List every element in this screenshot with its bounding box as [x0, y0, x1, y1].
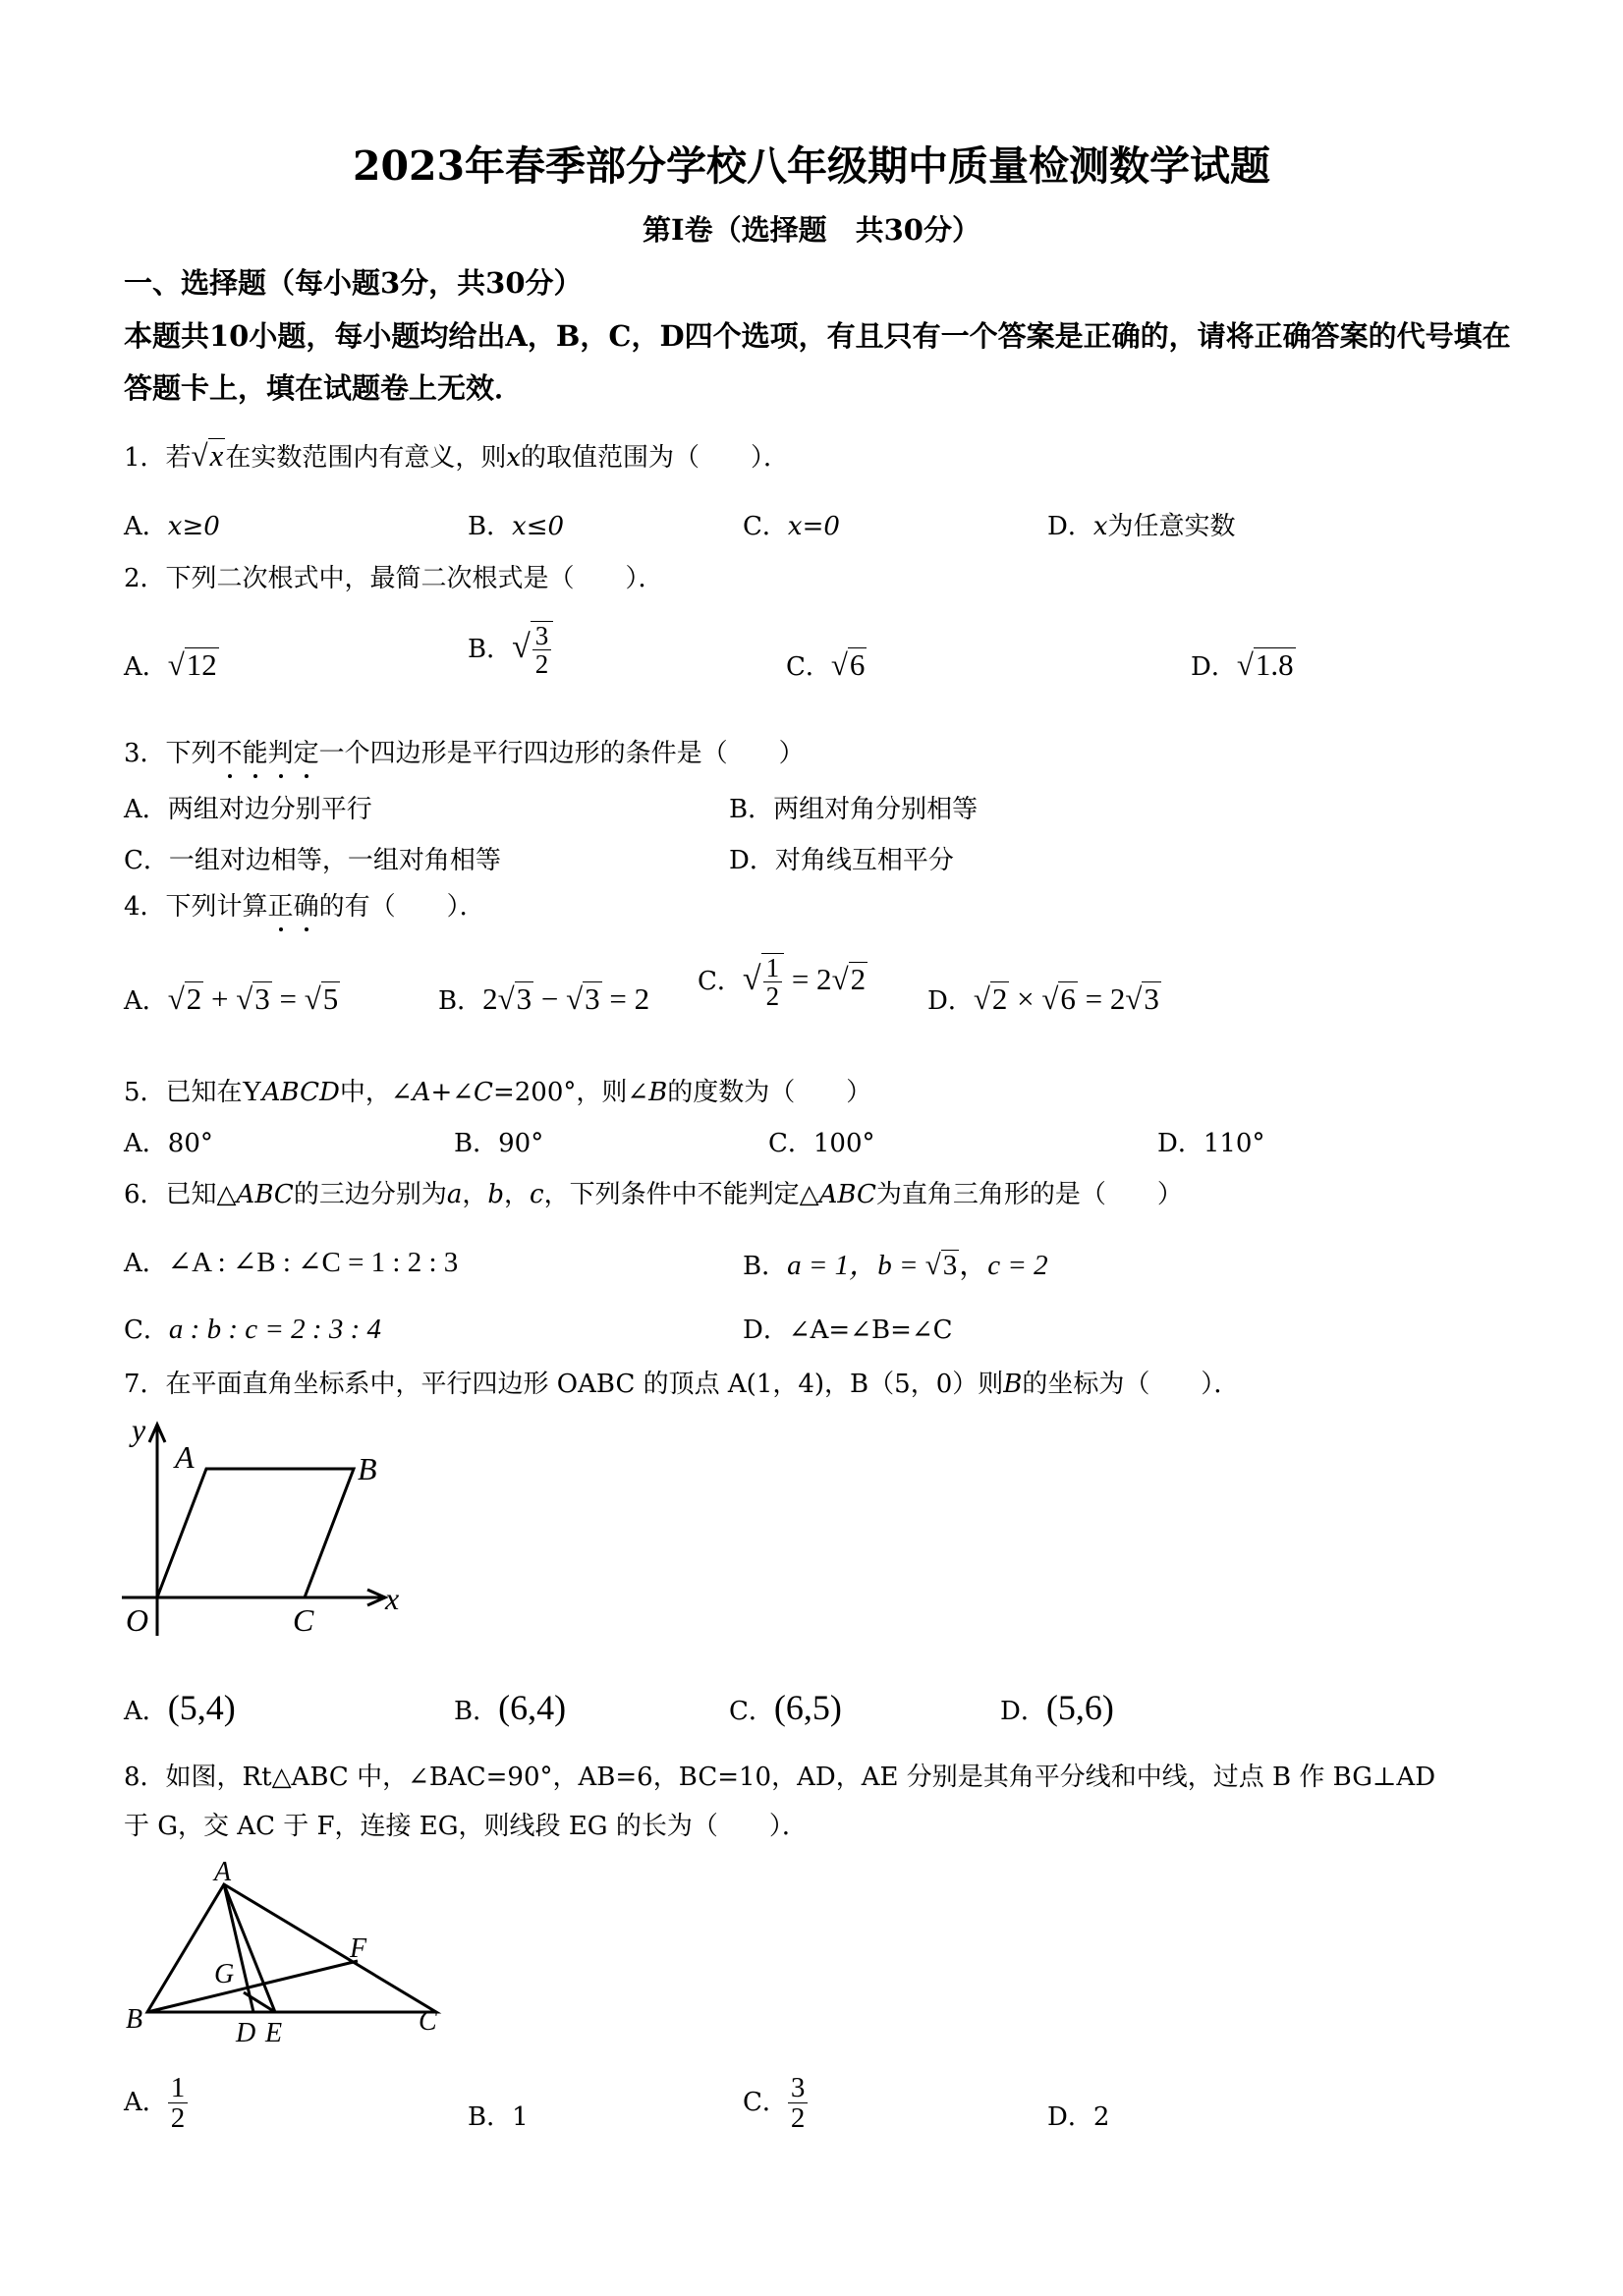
q4-option-b[interactable]: B．2√3 − √3 = 2 — [438, 981, 650, 1016]
q7-option-d[interactable]: D．(5,6) — [1000, 1688, 1114, 1727]
q7-option-b[interactable]: B．(6,4) — [454, 1688, 567, 1727]
q5-option-d[interactable]: D．110° — [1157, 1129, 1265, 1158]
question-6-stem: 6．已知△ABC的三边分别为a，b，c，下列条件中不能判定△ABC为直角三角形的是（ ） — [124, 1180, 1183, 1209]
q1-option-c[interactable]: C．x=0 — [743, 512, 840, 541]
page-title: 2023年春季部分学校八年级期中质量检测数学试题 — [352, 142, 1271, 190]
label-a: A — [175, 1439, 195, 1475]
label-b: B — [126, 2004, 143, 2035]
question-4-stem: 4．下列计算正确的有（ ）． — [124, 886, 485, 923]
question-7-stem: 7．在平面直角坐标系中，平行四边形 OABC 的顶点 A(1，4)，B（5，0）则B的坐标为（ ）． — [124, 1370, 1240, 1399]
q4-option-a[interactable]: A．√2 + √3 = √5 — [124, 981, 339, 1016]
question-3-stem: 3．下列不能判定一个四边形是平行四边形的条件是（ ） — [124, 733, 805, 769]
q8-option-c[interactable]: C． $\frac{3}{2}$ — [743, 2073, 808, 2134]
radicand: x — [209, 438, 224, 473]
label-f: F — [350, 1933, 367, 1964]
q2-option-d[interactable]: D．√1.8 — [1191, 647, 1294, 682]
label-c: C — [419, 2006, 437, 2037]
q2-option-b[interactable]: B．√ $\frac{3}{2}$ — [468, 621, 553, 679]
q2-option-a[interactable]: A．√12 — [124, 647, 217, 682]
q8-option-b[interactable]: B．1 — [468, 2102, 529, 2132]
q6-option-b[interactable]: B．a = 1，b = √3，c = 2 — [743, 1250, 1048, 1281]
q1-option-d[interactable]: D．x为任意实数 — [1047, 512, 1236, 541]
q4-option-d[interactable]: D．√2 × √6 = 2√3 — [927, 981, 1159, 1016]
q5-option-a[interactable]: A．80° — [124, 1129, 213, 1158]
q6-option-c[interactable]: C．a : b : c = 2 : 3 : 4 — [124, 1314, 381, 1345]
q3-option-d[interactable]: D．对角线互相平分 — [729, 846, 954, 875]
label-e: E — [265, 2018, 283, 2048]
paper-subtitle: 第Ⅰ卷（选择题 共30分） — [643, 213, 980, 247]
label-a: A — [214, 1857, 232, 1887]
q5-option-b[interactable]: B．90° — [454, 1129, 544, 1158]
question-5-stem: 5．已知在YABCD中，∠A+∠C=200°，则∠B的度数为（ ） — [124, 1077, 872, 1107]
q4-option-c[interactable]: C．√ $\frac{1}{2}$ = 2√2 — [698, 953, 867, 1012]
instructions: 本题共10小题，每小题均给出A，B，C，D四个选项，有且只有一个答案是正确的，请将正确答案的代号填在答题卡上，填在试题卷上无效． — [124, 319, 1511, 405]
q6-option-d[interactable]: D．∠A=∠B=∠C — [743, 1316, 953, 1345]
parallelogram-oabc — [157, 1469, 354, 1597]
question-1-stem: 1．若√x在实数范围内有意义，则x的取值范围为（ ）． — [124, 438, 790, 473]
q8-option-d[interactable]: D．2 — [1047, 2102, 1110, 2132]
question-8-stem-line-1: 8．如图，Rt△ABC 中，∠BAC=90°，AB=6，BC=10，AD，AE 分别是其角平分线和中线，过点 B 作 BG⊥AD — [124, 1763, 1436, 1792]
label-c: C — [293, 1602, 314, 1638]
q1-option-b[interactable]: B．x≤0 — [468, 512, 565, 541]
q7-figure — [118, 1415, 413, 1651]
label-x: x — [385, 1581, 400, 1616]
triangle-abc — [147, 1884, 436, 2012]
q3-option-c[interactable]: C．一组对边相等，一组对角相等 — [124, 846, 501, 875]
q8-option-a[interactable]: A． $\frac{1}{2}$ — [124, 2073, 188, 2134]
label-y: y — [132, 1415, 146, 1447]
q6-option-a[interactable]: A．∠A : ∠B : ∠C = 1 : 2 : 3 — [124, 1247, 459, 1278]
question-8-stem-line-2: 于 G，交 AC 于 F，连接 EG，则线段 EG 的长为（ ）． — [124, 1812, 808, 1841]
q3-option-a[interactable]: A．两组对边分别平行 — [124, 795, 372, 824]
q3-option-b[interactable]: B．两组对角分别相等 — [729, 795, 979, 824]
label-g: G — [214, 1959, 235, 1989]
q5-option-c[interactable]: C．100° — [768, 1129, 875, 1158]
q2-option-c[interactable]: C．√6 — [786, 647, 866, 682]
q8-figure — [118, 1855, 452, 2051]
label-d: D — [236, 2018, 256, 2048]
q7-option-a[interactable]: A．(5,4) — [124, 1688, 236, 1727]
q1-option-a[interactable]: A．x≥0 — [124, 512, 220, 541]
label-o: O — [126, 1602, 149, 1638]
label-b: B — [358, 1451, 377, 1486]
question-2-stem: 2．下列二次根式中，最简二次根式是（ ）． — [124, 564, 664, 593]
q7-option-c[interactable]: C．(6,5) — [729, 1688, 842, 1727]
section-heading: 一、选择题（每小题3分，共30分） — [124, 266, 583, 300]
